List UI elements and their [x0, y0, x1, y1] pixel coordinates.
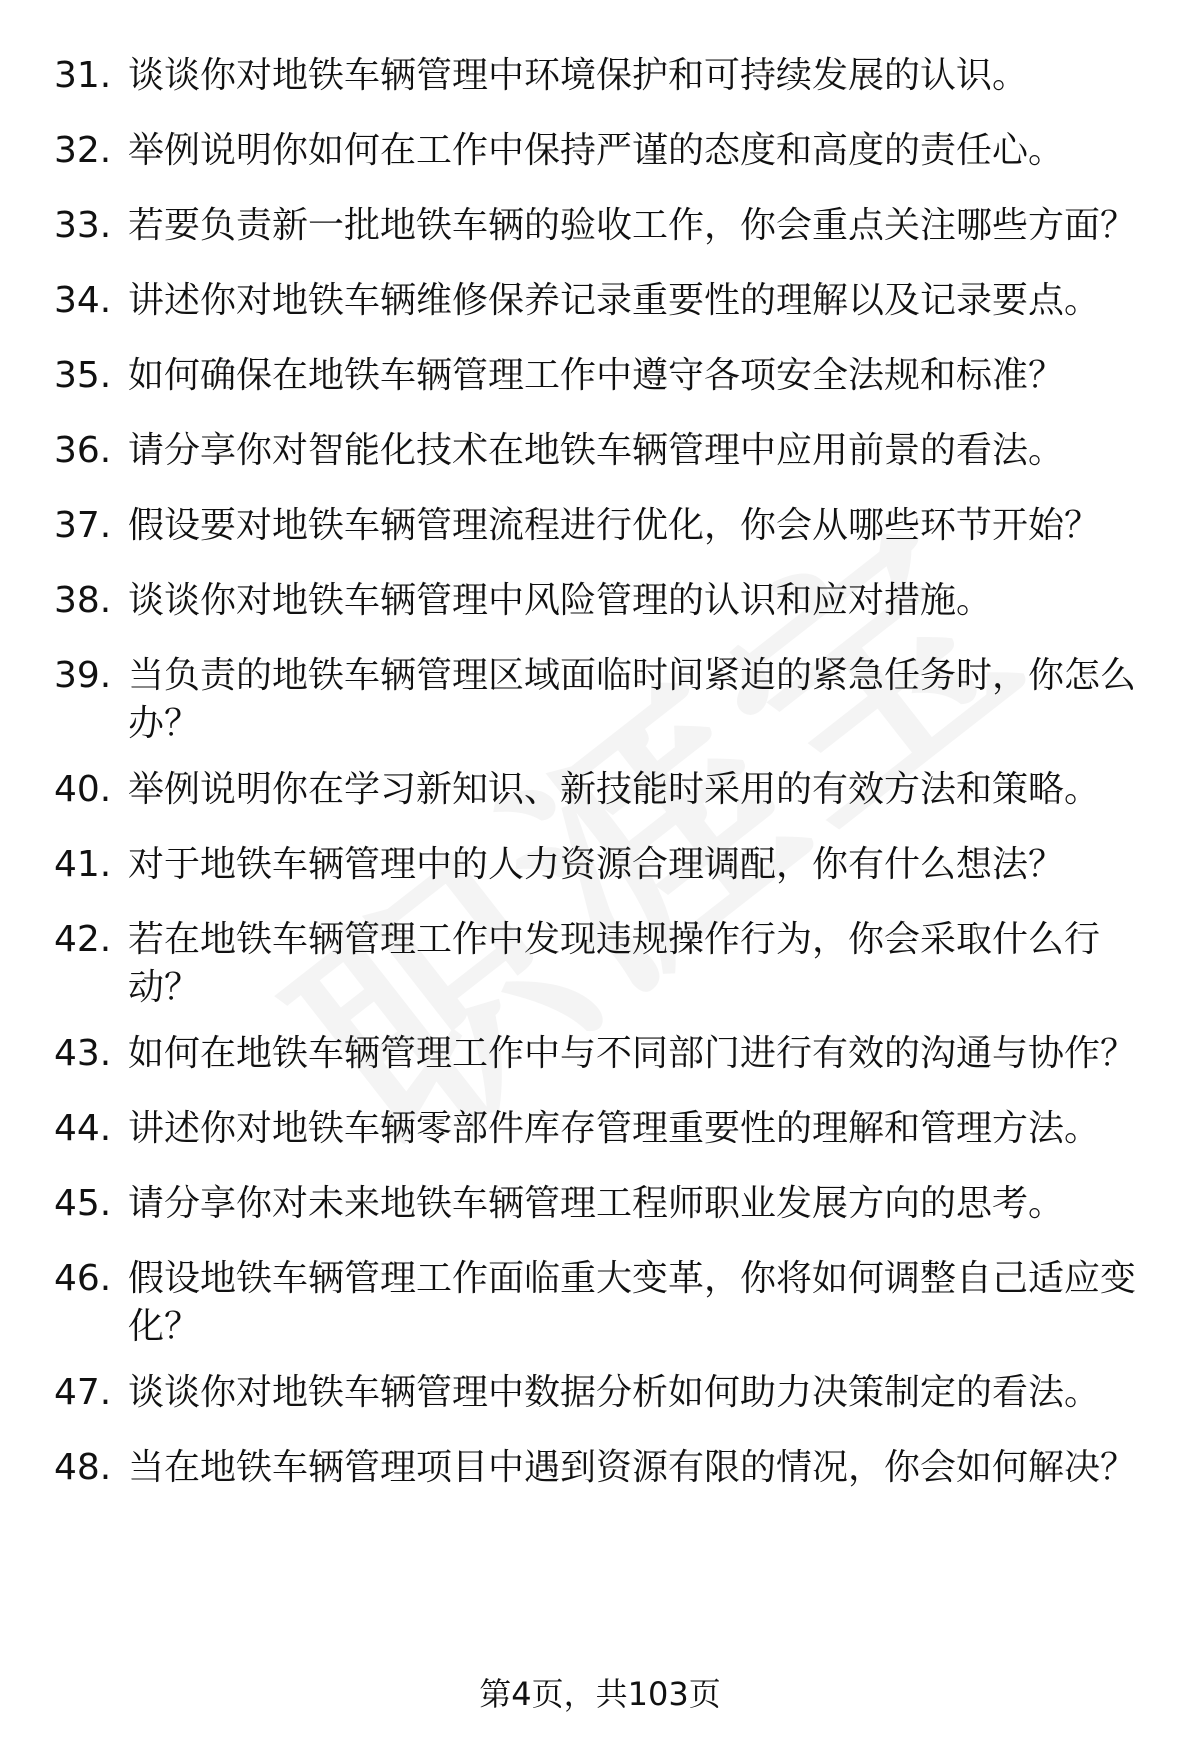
question-number: 43. [54, 1033, 112, 1074]
question-text: 讲述你对地铁车辆零部件库存管理重要性的理解和管理方法。 [128, 1108, 1101, 1149]
question-text: 讲述你对地铁车辆维修保养记录重要性的理解以及记录要点。 [128, 280, 1101, 321]
page-number-footer: 第4页，共103页 [479, 1675, 721, 1713]
question-text: 举例说明你如何在工作中保持严谨的态度和高度的责任心。 [128, 130, 1065, 171]
question-text: 谈谈你对地铁车辆管理中风险管理的认识和应对措施。 [128, 580, 993, 621]
question-number: 42. [54, 919, 112, 960]
question-number: 33. [54, 205, 112, 246]
question-number: 36. [54, 430, 112, 471]
question-number: 31. [54, 55, 112, 96]
question-number: 45. [54, 1183, 112, 1224]
question-text: 谈谈你对地铁车辆管理中数据分析如何助力决策制定的看法。 [128, 1372, 1101, 1413]
question-text: 请分享你对未来地铁车辆管理工程师职业发展方向的思考。 [128, 1183, 1065, 1224]
question-text: 如何在地铁车辆管理工作中与不同部门进行有效的沟通与协作？ [128, 1033, 1137, 1074]
question-number: 46. [54, 1258, 112, 1299]
question-number: 41. [54, 844, 112, 885]
question-number: 44. [54, 1108, 112, 1149]
question-text: 假设要对地铁车辆管理流程进行优化，你会从哪些环节开始？ [128, 505, 1101, 546]
question-number: 32. [54, 130, 112, 171]
question-number: 34. [54, 280, 112, 321]
question-number: 48. [54, 1447, 112, 1488]
question-text: 假设地铁车辆管理工作面临重大变革，你将如何调整自己适应变化？ [128, 1258, 1137, 1347]
question-number: 38. [54, 580, 112, 621]
question-text: 如何确保在地铁车辆管理工作中遵守各项安全法规和标准？ [128, 355, 1065, 396]
question-text: 当在地铁车辆管理项目中遇到资源有限的情况，你会如何解决？ [128, 1447, 1137, 1488]
question-number: 47. [54, 1372, 112, 1413]
question-number: 39. [54, 655, 112, 696]
question-text: 若要负责新一批地铁车辆的验收工作，你会重点关注哪些方面？ [128, 205, 1137, 246]
question-number: 37. [54, 505, 112, 546]
question-number: 40. [54, 769, 112, 810]
question-text: 若在地铁车辆管理工作中发现违规操作行为，你会采取什么行动？ [128, 919, 1101, 1008]
question-number: 35. [54, 355, 112, 396]
question-text: 请分享你对智能化技术在地铁车辆管理中应用前景的看法。 [128, 430, 1065, 471]
question-text: 举例说明你在学习新知识、新技能时采用的有效方法和策略。 [128, 769, 1101, 810]
question-text: 对于地铁车辆管理中的人力资源合理调配，你有什么想法？ [128, 844, 1065, 885]
question-text: 当负责的地铁车辆管理区域面临时间紧迫的紧急任务时，你怎么办？ [128, 655, 1137, 744]
question-text: 谈谈你对地铁车辆管理中环境保护和可持续发展的认识。 [128, 55, 1029, 96]
